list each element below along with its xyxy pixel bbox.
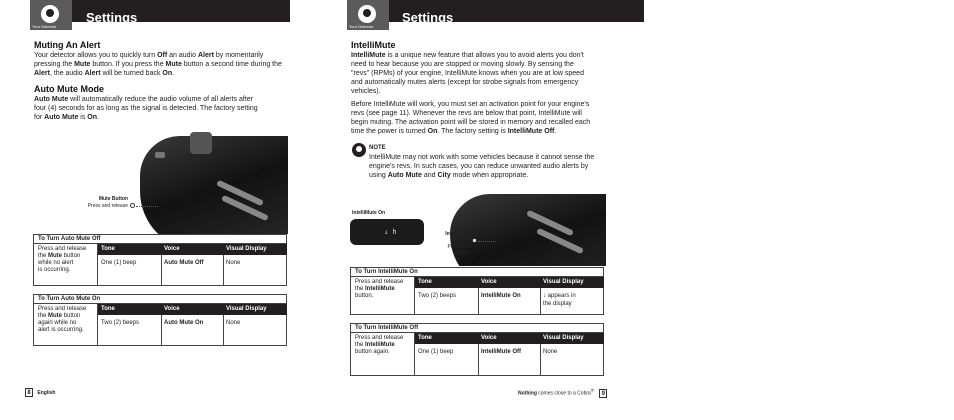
auto-mute-on-table: Press and release the Mute button again while no alert is occurring. Tone Voice Visual Display Two (2) beeps Auto Mute On None <box>33 303 287 346</box>
footer-tagline-bold: Nothing <box>518 390 537 397</box>
callout-marker-icon <box>472 238 477 243</box>
note-text: IntelliMute may not work with some vehicles because it cannot sense the engine's revs. In such cases, you can reduce unwanted audio alerts by using Auto Mute and City mode when appropriate. <box>369 154 595 179</box>
footer-tagline: comes close to a Cobra <box>536 390 591 397</box>
left-header-label: Your Detector <box>32 24 57 29</box>
table-instruction: Press and release the IntelliMute button. <box>355 279 404 299</box>
callout-marker-icon <box>130 203 135 208</box>
page-number: 9 <box>599 389 607 398</box>
table-title: To Turn Auto Mute Off <box>33 234 287 243</box>
table-header: Tone Voice Visual Display <box>97 244 287 255</box>
mute-button-graphic <box>190 132 212 154</box>
right-header-label: Your Detector <box>349 24 374 29</box>
auto-mute-text: Auto Mute will automatically reduce the audio volume of all alerts after four (4) seconds for as long as the signal is detected. The factory setting for Auto Mute is On. <box>34 96 258 121</box>
table-header: Tone Voice Visual Display <box>97 304 287 315</box>
page-number: 8 <box>25 388 33 397</box>
intellimute-on-table <box>350 276 604 315</box>
left-footer <box>25 388 55 397</box>
left-page-title: Settings <box>86 10 138 25</box>
lcd-text: ↓ h <box>384 228 397 236</box>
table-instruction: Press and release the Mute button while no alert is occurring. <box>38 246 87 273</box>
intellimute-text-1: IntelliMute is a unique new feature that allows you to avoid alerts you don't need to hear because you are stopped or moving slowly. By sensing the "revs" (RPMs) of your engine, IntelliMute knows when you are at low speed and automatically mutes alerts (except for strobe signals from emergency vehicles). <box>351 52 584 95</box>
callout-line <box>136 206 158 207</box>
note-heading: NOTE <box>369 145 386 151</box>
right-footer <box>518 388 607 398</box>
table-row: Two (2) beeps IntelliMute On ↓ appears in the display <box>418 293 576 307</box>
table-title: To Turn Auto Mute On <box>33 294 287 303</box>
registered-mark: ® <box>590 388 594 393</box>
intellimute-callout-title: IntelliMute Button <box>445 231 470 243</box>
right-header-bar <box>347 0 644 22</box>
table-title: To Turn IntelliMute Off <box>350 323 604 332</box>
intellimute-off-table: Press and release the IntelliMute button again. Tone Voice Visual Display One (1) beep IntelliMute Off None <box>350 332 604 376</box>
mute-button-callout-sub: Press and release <box>87 203 128 209</box>
intellimute-heading: IntelliMute <box>351 40 396 50</box>
table-header: Tone Voice Visual Display <box>414 277 604 288</box>
left-logo-block <box>30 0 72 30</box>
table-instruction: Press and release the IntelliMute button again. <box>355 335 404 355</box>
note-icon <box>352 143 366 157</box>
muting-alert-text: Your detector allows you to quickly turn Off an audio Alert by momentarily pressing the Mute button. If you press the Mute button a second time during the Alert, the audio Alert will be turned back On. <box>34 52 282 77</box>
lcd-display <box>350 219 424 245</box>
radar-detector-image <box>130 130 288 234</box>
right-logo-block <box>347 0 389 30</box>
table-instruction: Press and release the Mute button again while no alert is occurring. <box>38 306 87 333</box>
lcd-label: IntelliMute On <box>352 210 386 216</box>
intellimute-text-2: Before IntelliMute will work, you must set an activation point for your engine's revs (see page 11). Whenever the revs are below that point, IntelliMute will begin muting. The activation point will be stored in memory and recalled each time the power is turned On. The factory setting is IntelliMute Off. <box>351 101 591 135</box>
footer-language: English <box>37 390 56 396</box>
mute-button-callout-title: Mute Button <box>98 196 128 202</box>
cobra-logo-icon <box>358 5 376 23</box>
table-header: Tone Voice Visual Display <box>414 333 604 344</box>
intellimute-callout-sub: Press and release <box>447 244 470 256</box>
right-page-title: Settings <box>402 10 454 25</box>
auto-mute-off-table: Press and release the Mute button while no alert is occurring. Tone Voice Visual Display One (1) beep Auto Mute Off None <box>33 243 287 286</box>
table-title: To Turn IntelliMute On <box>350 267 604 276</box>
cobra-logo-icon <box>41 5 59 23</box>
muting-alert-heading: Muting An Alert <box>34 40 101 50</box>
callout-line <box>478 241 496 242</box>
auto-mute-heading: Auto Mute Mode <box>34 84 104 94</box>
